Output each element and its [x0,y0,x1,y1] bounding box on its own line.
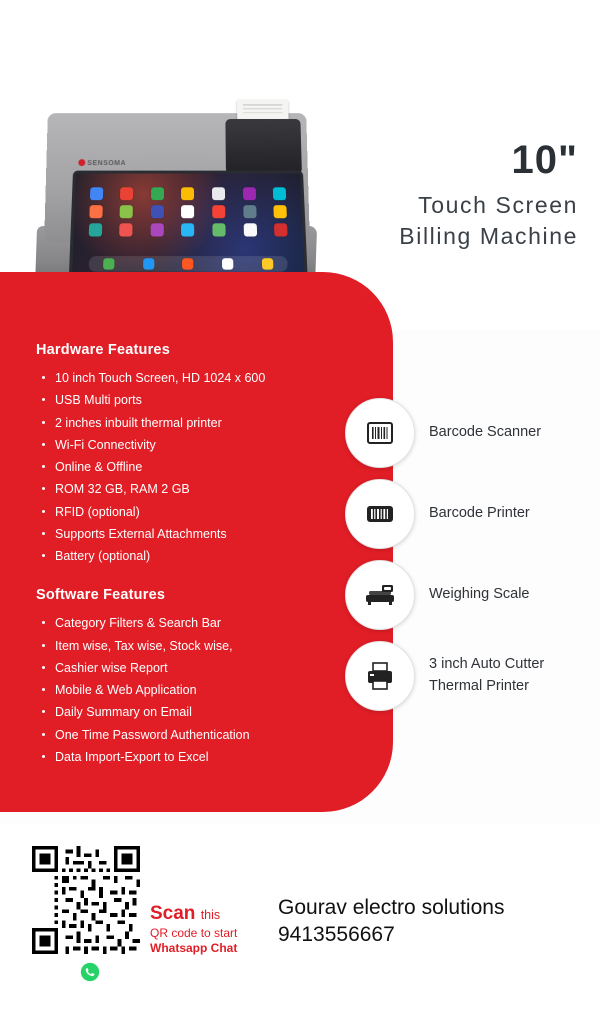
list-item: Data Import-Export to Excel [36,746,366,768]
hero-size-label: 10" [511,138,578,182]
list-item: Item wise, Tax wise, Stock wise, [36,635,366,657]
device-touch-screen [69,171,308,281]
phone-number: 9413556667 [278,923,395,947]
device-brand-text: SENSOMA [87,160,127,168]
app-icon [119,223,132,236]
dock-icon [222,258,233,269]
list-item-continuation: Cashier wise Report [36,657,366,679]
list-item: One Time Password Authentication [36,724,366,746]
app-icon [182,223,195,236]
thermal-printer-module [225,119,302,174]
qr-code[interactable] [32,846,140,954]
list-item: Daily Summary on Email [36,701,366,723]
scan-instructions [150,902,237,956]
device-body [44,113,310,243]
dock-icon [103,258,115,269]
app-icon [243,223,256,236]
contact-block [278,894,504,949]
app-icon [120,205,133,218]
scan-line-2: QR code to start [150,925,238,940]
software-features-heading: Software Features [36,587,166,604]
list-item: USB Multi ports [36,389,366,411]
footer-section [0,824,600,1014]
app-icon [151,205,164,218]
accessories-list [345,392,595,716]
accessory-label-line-2: Thermal Printer [429,677,529,694]
app-icon [90,187,103,200]
list-item: Supports External Attachments [36,523,366,545]
app-icon [274,223,288,236]
software-features-list [36,612,366,768]
thermal-printer-icon [345,641,415,711]
app-icon [120,187,133,200]
list-item: ROM 32 GB, RAM 2 GB [36,478,366,500]
accessory-label [429,654,544,696]
scan-line-3: Whatsapp Chat [150,940,238,955]
accessory-row-thermal-printer [345,635,595,716]
list-item: 2 inches inbuilt thermal printer [36,412,366,434]
app-icon [243,205,256,218]
dock-icon [183,258,194,269]
list-item: 10 inch Touch Screen, HD 1024 x 600 [36,367,366,389]
hero-title [399,140,578,252]
app-icon [88,223,102,236]
list-item: Battery (optional) [36,545,366,567]
app-icon [273,187,286,200]
accessory-label: Barcode Printer [429,504,530,521]
hardware-features-heading: Hardware Features [36,342,170,358]
features-panel [0,272,393,812]
app-icon [151,187,164,200]
app-icon [182,205,195,218]
accessory-label: Barcode Scanner [429,423,542,440]
accessory-label: Weighing Scale [429,585,530,602]
dock-icon [262,258,274,269]
hardware-features-list [36,367,366,567]
company-name: Gourav electro solutions [278,896,505,919]
list-item: Wi-Fi Connectivity [36,434,366,456]
list-item: Category Filters & Search Bar [36,612,366,634]
app-icon [182,187,195,200]
app-icon [242,187,255,200]
app-icon [151,223,164,236]
screen-dock [89,256,288,272]
list-item: Mobile & Web Application [36,679,366,701]
whatsapp-icon [76,958,104,986]
accessory-row-barcode-printer [345,473,595,554]
app-icon [212,223,225,236]
hero-title-line-2: Billing Machine [399,223,578,250]
screen-app-grid [82,187,295,236]
list-item: Online & Offline [36,456,366,478]
app-icon [274,205,288,218]
barcode-scanner-icon [345,398,415,468]
accessory-row-barcode-scanner [345,392,595,473]
app-icon [89,205,102,218]
app-icon [212,187,225,200]
accessory-row-weighing-scale [345,554,595,635]
weighing-scale-icon [345,560,415,630]
scan-word: Scan [150,903,196,924]
accessory-label-line-1: 3 inch Auto Cutter [429,656,545,673]
app-icon [212,205,225,218]
list-item: RFID (optional) [36,501,366,523]
barcode-printer-icon [345,479,415,549]
scan-this-word: this [200,908,221,922]
dock-icon [143,258,154,269]
hero-title-line-1: Touch Screen [418,192,578,218]
